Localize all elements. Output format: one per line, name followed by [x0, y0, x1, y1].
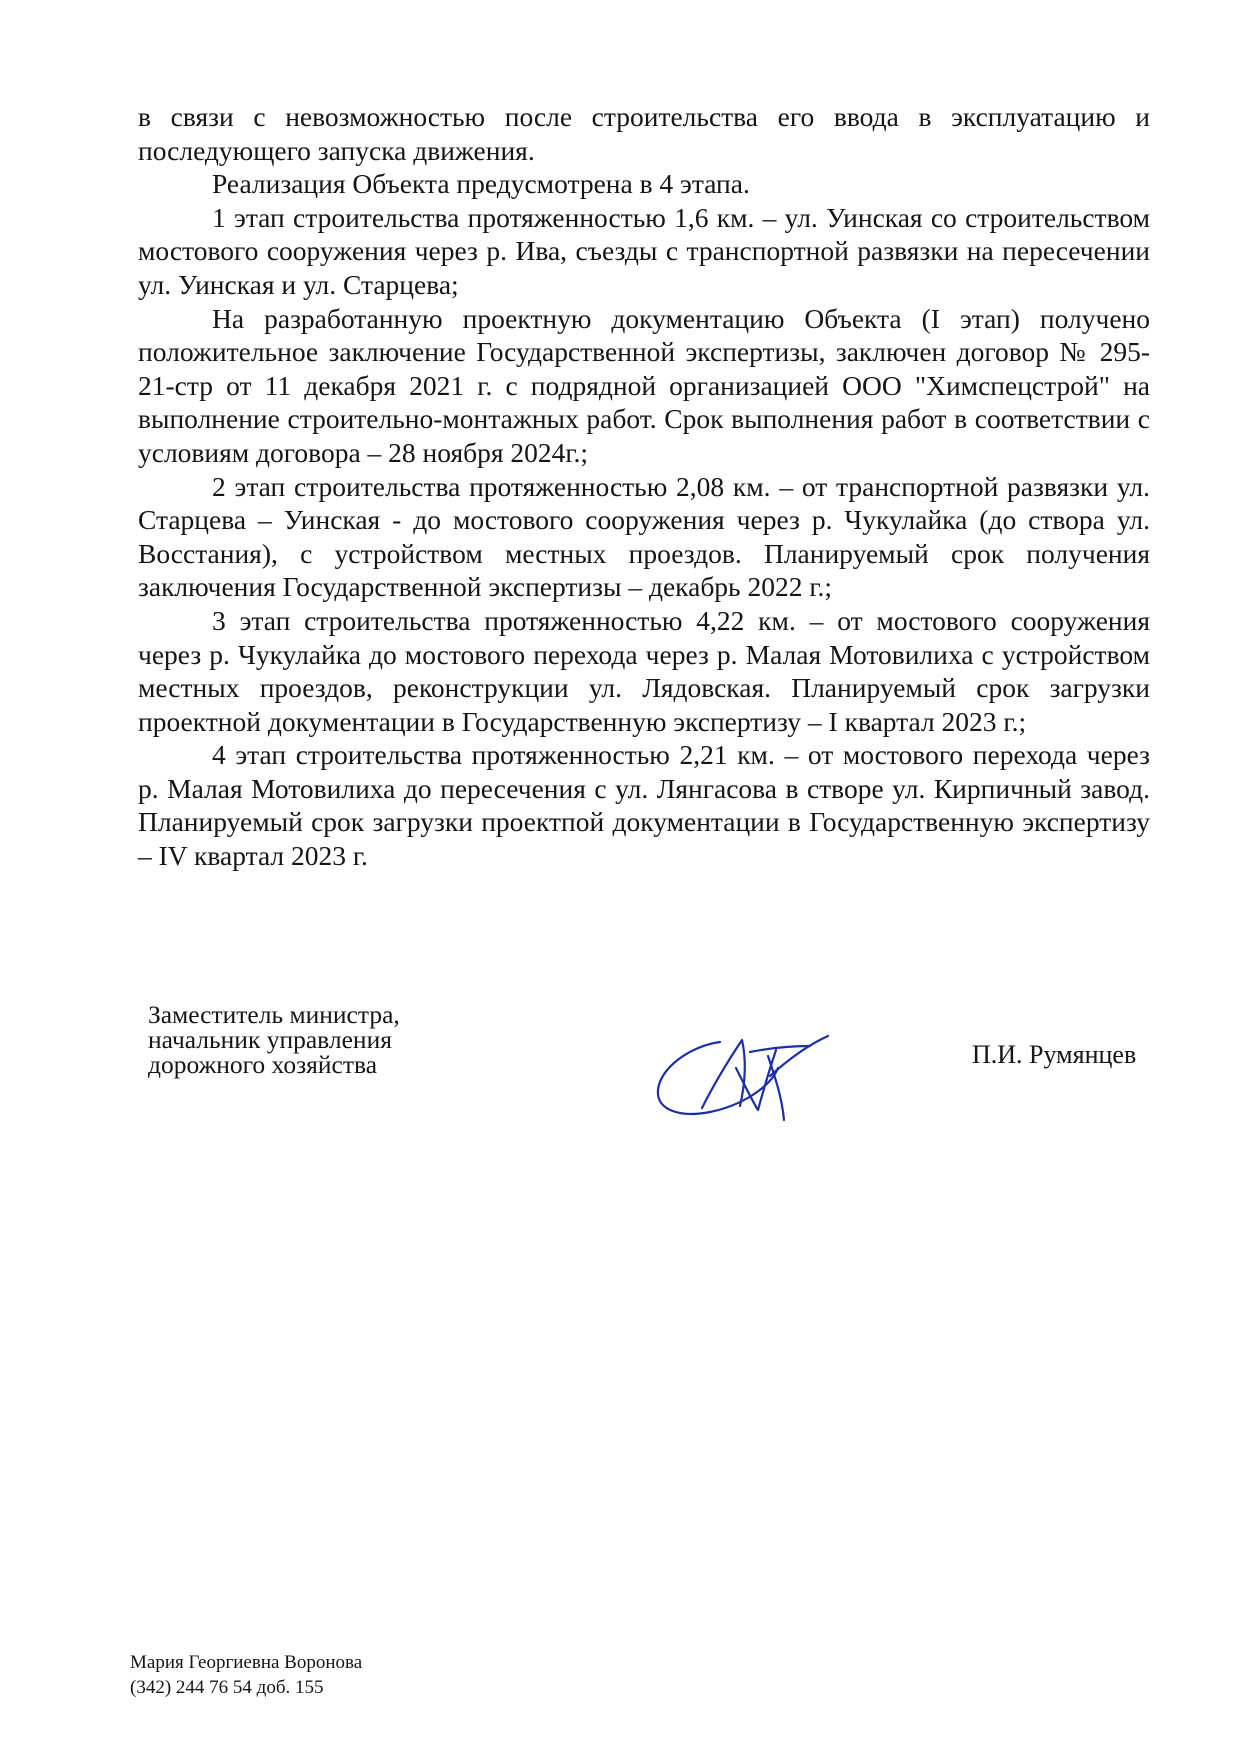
executor-name: Мария Георгиевна Воронова	[130, 1652, 363, 1673]
executor-info	[130, 1650, 362, 1700]
signer-name: П.И. Румянцев	[972, 1040, 1137, 1069]
paragraph-stages-intro: Реализация Объекта предусмотрена в 4 этапа.	[212, 168, 750, 200]
paragraph-stage-2: 2 этап строительства протяженностью 2,08 км. – от транспортной развязки ул. Старцева – Уинская - до мостового сооружения через р. Чукулайка (до створа ул. Восстания), с устройством местных проездов. Планируемый срок получения заключения Государственной экспертизы – декабрь 2022 г.;	[138, 470, 1150, 603]
paragraph-continuation: в связи с невозможностью после строительства его ввода в эксплуатацию и последующего запуска движения.	[138, 101, 1150, 166]
executor-phone: (342) 244 76 54 доб. 155	[130, 1677, 324, 1698]
paragraph-stage-4: 4 этап строительства протяженностью 2,21 км. – от мостового перехода через р. Малая Мотовилиха до пересечения с ул. Лянгасова в створе ул. Кирпичный завод. Планируемый срок загрузки проектпой документации в Государственную экспертизу – IV квартал 2023 г.	[138, 739, 1150, 872]
paragraph-stage-3: 3 этап строительства протяженностью 4,22 км. – от мостового сооружения через р. Чукулайка до мостового перехода через р. Малая Мотовилиха с устройством местных проездов, реконструкции ул. Лядовская. Планируемый срок загрузки проектной документации в Государственную экспертизу – I квартал 2023 г.;	[138, 604, 1150, 737]
document-body	[138, 100, 1150, 873]
signer-position	[148, 1002, 400, 1077]
handwritten-signature	[650, 1028, 840, 1128]
signer-position-line: Заместитель министра,	[148, 1000, 400, 1029]
signer-position-line: дорожного хозяйства	[148, 1050, 378, 1079]
paragraph-stage-1: 1 этап строительства протяженностью 1,6 км. – ул. Уинская со строительством мостового сооружения через р. Ива, съезды с транспортной развязки на пересечении ул. Уинская и ул. Старцева;	[138, 201, 1150, 300]
signer-position-line: начальник управления	[148, 1025, 392, 1054]
paragraph-stage-1-contract: На разработанную проектную документацию Объекта (I этап) получено положительное заключение Государственной экспертизы, заключен договор № 295-21-стр от 11 декабря 2021 г. с подрядной организацией ООО "Химспецстрой" на выполнение строительно-монтажных работ. Срок выполнения работ в соответствии с условиям договора – 28 ноября 2024г.;	[138, 302, 1150, 468]
